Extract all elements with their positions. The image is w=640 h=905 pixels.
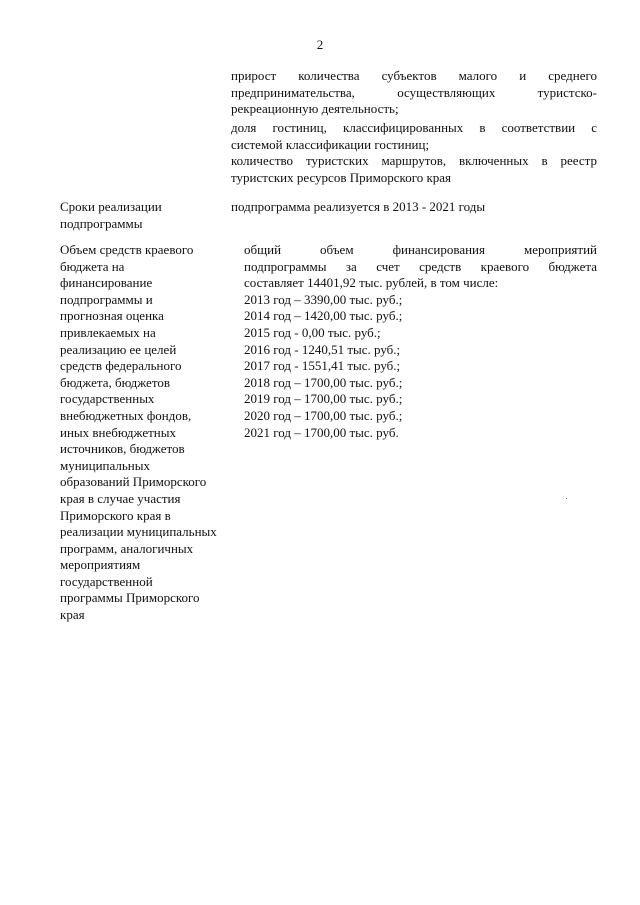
text-line: средств федерального [60,358,182,374]
text-line: бюджета на [60,258,125,274]
text-line: края [60,607,85,623]
text-line: доля гостиниц, классифицированных в соответствии с [231,120,597,135]
indicator-item [231,120,597,153]
text-line: общий объем финансирования мероприятий [244,242,597,257]
text-line: составляет 14401,92 тыс. рублей, в том числе: [244,275,499,291]
text-line: туристских ресурсов Приморского края [231,169,452,185]
year-line: 2015 год - 0,00 тыс. руб.; [244,324,381,340]
text-line: предпринимательства, осуществляющих туристско- [231,84,597,100]
text-line: мероприятиям [60,557,141,573]
funding-value [244,242,597,441]
year-line: 2014 год – 1420,00 тыс. руб.; [244,308,403,324]
text-line: государственной [60,573,153,589]
text-line: внебюджетных фондов, [60,407,192,423]
text-line: иных внебюджетных [60,424,176,440]
text-line: бюджета, бюджетов [60,374,170,390]
text-line: количество туристских маршрутов, включенных в реестр [231,153,597,168]
text-line: прирост количества субъектов малого и среднего [231,68,597,83]
text-line: края в случае участия [60,490,181,506]
term-value [231,199,597,216]
indicator-item [231,153,597,186]
text-line: подпрограммы и [60,291,153,307]
text-line: программ, аналогичных [60,540,194,556]
text-line: образований Приморского [60,474,207,490]
text-line: реализацию ее целей [60,341,177,357]
text-line: источников, бюджетов [60,441,185,457]
term-label [60,199,230,232]
year-line: 2018 год – 1700,00 тыс. руб.; [244,374,403,390]
text-line: системой классификации гостиниц; [231,136,430,152]
text-line: государственных [60,391,155,407]
text-line: Сроки реализации [60,199,162,214]
funding-label [60,242,235,624]
text-line: программы Приморского [60,590,200,606]
text-line: муниципальных [60,457,151,473]
year-line: 2019 год – 1700,00 тыс. руб.; [244,391,403,407]
year-line: 2021 год – 1700,00 тыс. руб. [244,424,399,440]
indicator-item [231,68,597,118]
text-line: подпрограммы [60,215,143,231]
text-line: привлекаемых на [60,324,156,340]
year-line: 2013 год – 3390,00 тыс. руб.; [244,291,403,307]
text-line: Приморского края в [60,507,171,523]
text-line: реализации муниципальных [60,524,217,540]
scan-speck [566,498,567,499]
text-line: прогнозная оценка [60,308,164,324]
year-line: 2016 год - 1240,51 тыс. руб.; [244,341,401,357]
year-line: 2017 год - 1551,41 тыс. руб.; [244,358,401,374]
text-line: рекреационную деятельность; [231,101,399,117]
text-line: подпрограммы за счет средств краевого бюджета [244,258,597,274]
page-number: 2 [316,37,324,52]
year-line: 2020 год – 1700,00 тыс. руб.; [244,407,403,423]
text-line: финансирование [60,275,153,291]
text-line: Объем средств краевого [60,242,194,257]
text-line: подпрограмма реализуется в 2013 - 2021 годы [231,199,486,214]
